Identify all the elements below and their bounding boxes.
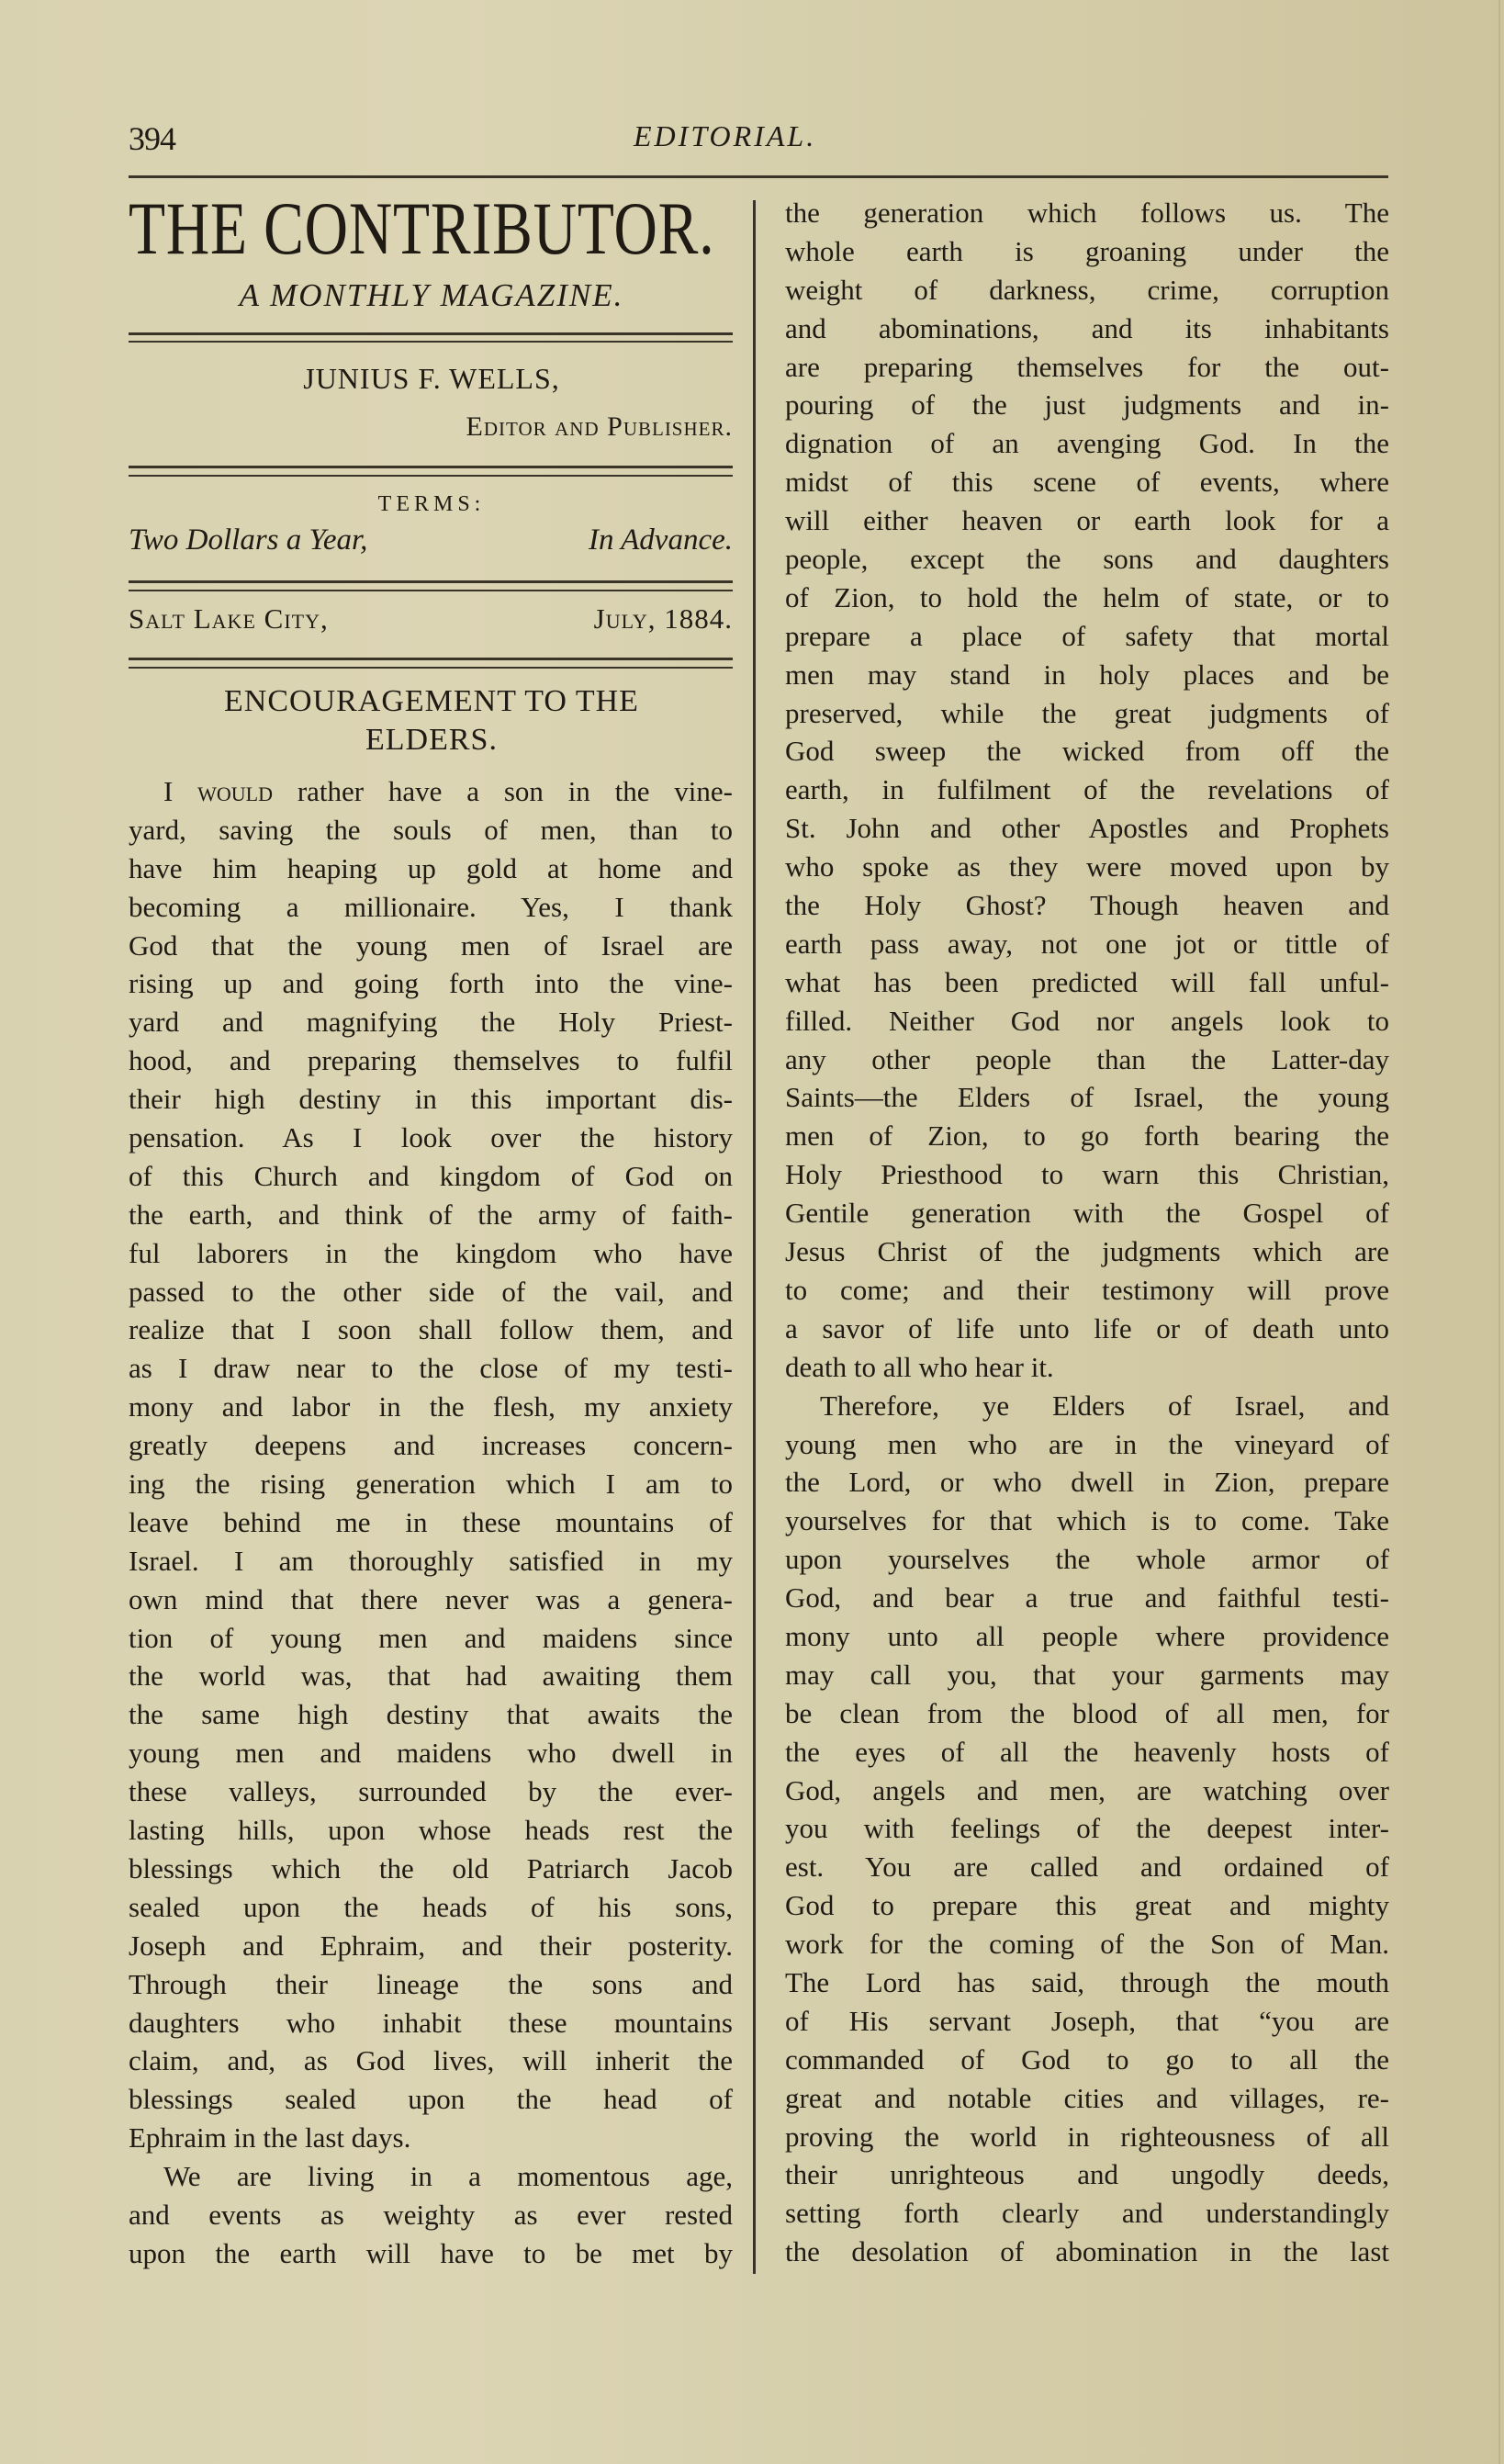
body-line: Jesus Christ of the judgments which are [785, 1235, 1389, 1268]
body-line: blessings which the old Patriarch Jacob [129, 1851, 733, 1885]
article-heading-line1: ENCOURAGEMENT TO THE [224, 684, 639, 718]
body-line: Israel. I am thoroughly satisfied in my [129, 1544, 733, 1577]
body-line: will either heaven or earth look for a [785, 504, 1389, 537]
body-line: death to all who hear it. [785, 1350, 1054, 1383]
body-line: the Lord, or who dwell in Zion, prepare [785, 1466, 1389, 1499]
body-line: daughters who inhabit these mountains [129, 2006, 733, 2039]
masthead-rule [129, 580, 733, 583]
editor-role: Editor and Publisher. [466, 411, 733, 442]
terms-label: TERMS: [377, 492, 486, 516]
body-line: yourselves for that which is to come. Take [785, 1504, 1389, 1537]
body-line: men of Zion, to go forth bearing the [785, 1119, 1389, 1153]
body-line: the world was, that had awaiting them [129, 1660, 733, 1693]
body-line [129, 772, 733, 811]
masthead-rule [129, 667, 733, 669]
column-divider [753, 200, 756, 2274]
body-line: yard, saving the souls of men, than to [129, 813, 733, 846]
body-line: great and notable cities and villages, re- [785, 2081, 1389, 2114]
body-line: yard and magnifying the Holy Priest- [129, 1006, 733, 1039]
body-line: who spoke as they were moved upon by [785, 850, 1389, 883]
masthead-rule [129, 466, 733, 468]
body-line: the eyes of all the heavenly hosts of [785, 1735, 1389, 1768]
body-line: of His servant Joseph, that “you are [785, 2004, 1389, 2037]
article-heading-line2: ELDERS. [365, 723, 498, 757]
body-line: be clean from the blood of all men, for [785, 1696, 1389, 1729]
header-rule [129, 175, 1388, 178]
body-line: God, angels and men, are watching over [785, 1773, 1389, 1806]
page-edge [1498, 0, 1500, 2464]
body-line: ing the rising generation which I am to [129, 1468, 733, 1501]
body-line: proving the world in righteousness of all [785, 2120, 1389, 2153]
body-line: est. You are called and ordained of [785, 1851, 1389, 1884]
body-line: Therefore, ye Elders of Israel, and [820, 1389, 1389, 1422]
body-line: greatly deepens and increases concern- [129, 1429, 733, 1462]
running-head: EDITORIAL. [634, 119, 817, 152]
left-column [129, 772, 733, 2273]
body-line: pouring of the just judgments and in- [785, 388, 1389, 422]
body-line: whole earth is groaning under the [785, 234, 1389, 267]
body-line: young men who are in the vineyard of [785, 1427, 1389, 1460]
body-line: the desolation of abomination in the last [785, 2235, 1389, 2268]
body-line: to come; and their testimony will prove [785, 1273, 1389, 1306]
body-line: blessings sealed upon the head of [129, 2083, 733, 2116]
page-number: 394 [129, 120, 175, 157]
terms-price: Two Dollars a Year, [129, 523, 368, 557]
masthead-rule [129, 332, 733, 335]
body-line: the earth, and think of the army of faith- [129, 1198, 733, 1231]
body-line: a savor of life unto life or of death unto [785, 1311, 1389, 1345]
body-line: upon yourselves the whole armor of [785, 1543, 1389, 1576]
body-line: rising up and going forth into the vine- [129, 967, 733, 1000]
body-line: the same high destiny that awaits the [129, 1698, 733, 1731]
body-line: God to prepare this great and mighty [785, 1889, 1389, 1922]
issue-date: July, 1884. [593, 602, 733, 635]
body-line: The Lord has said, through the mouth [785, 1965, 1389, 1998]
body-line: Joseph and Ephraim, and their posterity. [129, 1929, 733, 1962]
body-line: God, and bear a true and faithful testi- [785, 1581, 1389, 1615]
body-line: prepare a place of safety that mortal [785, 619, 1389, 652]
body-line: claim, and, as God lives, will inherit the [129, 2044, 733, 2077]
body-line: as I draw near to the close of my testi- [129, 1352, 733, 1385]
opening-rest: rather have a son in the vine- [273, 775, 733, 807]
body-line: hood, and preparing themselves to fulfil [129, 1044, 733, 1077]
body-line: and abominations, and its inhabitants [785, 311, 1389, 344]
right-column [785, 194, 1389, 2271]
body-line: pensation. As I look over the history [129, 1121, 733, 1154]
masthead-rule [129, 475, 733, 477]
body-line: work for the coming of the Son of Man. [785, 1928, 1389, 1961]
body-line: of this Church and kingdom of God on [129, 1159, 733, 1192]
body-line: Ephraim in the last days. [129, 2121, 411, 2155]
body-line: of Zion, to hold the helm of state, or to [785, 580, 1389, 613]
body-line: Holy Priesthood to warn this Christian, [785, 1158, 1389, 1191]
body-line: dignation of an avenging God. In the [785, 427, 1389, 460]
body-line: the Holy Ghost? Though heaven and [785, 889, 1389, 922]
body-line: have him heaping up gold at home and [129, 851, 733, 884]
body-line: tion of young men and maidens since [129, 1621, 733, 1654]
body-line: any other people than the Latter-day [785, 1042, 1389, 1075]
body-line: midst of this scene of events, where [785, 466, 1389, 499]
body-line: filled. Neither God nor angels look to [785, 1004, 1389, 1037]
body-line: passed to the other side of the vail, and [129, 1275, 733, 1308]
body-line: Saints—the Elders of Israel, the young [785, 1081, 1389, 1114]
body-line: lasting hills, upon whose heads rest the [129, 1814, 733, 1847]
body-line: and events as weighty as ever rested [129, 2198, 733, 2231]
body-line: upon the earth will have to be met by [129, 2236, 733, 2269]
body-line: mony and labor in the flesh, my anxiety [129, 1390, 733, 1423]
body-line: their unrighteous and ungodly deeds, [785, 2158, 1389, 2191]
body-line: young men and maidens who dwell in [129, 1737, 733, 1770]
body-line: weight of darkness, crime, corruption [785, 273, 1389, 306]
masthead-rule [129, 341, 733, 343]
body-line: St. John and other Apostles and Prophets [785, 812, 1389, 845]
masthead-subtitle: A MONTHLY MAGAZINE. [239, 277, 624, 313]
body-line: you with feelings of the deepest inter- [785, 1812, 1389, 1845]
body-line: own mind that there never was a genera- [129, 1582, 733, 1615]
body-line: these valleys, surrounded by the ever- [129, 1775, 733, 1808]
body-line: their high destiny in this important dis- [129, 1083, 733, 1116]
terms-payment: In Advance. [589, 523, 733, 557]
opening-initial: I [163, 775, 174, 807]
body-line: earth pass away, not one jot or tittle of [785, 927, 1389, 960]
body-line: sealed upon the heads of his sons, [129, 1890, 733, 1923]
body-line: God sweep the wicked from off the [785, 735, 1389, 768]
body-line: ful laborers in the kingdom who have [129, 1236, 733, 1269]
body-line: earth, in fulfilment of the revelations of [785, 773, 1389, 806]
terms-row [129, 523, 733, 557]
masthead-title: THE CONTRIBUTOR. [129, 186, 715, 270]
body-line: the generation which follows us. The [785, 197, 1389, 229]
body-line: becoming a millionaire. Yes, I thank [129, 890, 733, 923]
body-line: are preparing themselves for the out- [785, 350, 1389, 383]
body-line: Gentile generation with the Gospel of [785, 1197, 1389, 1230]
masthead-rule [129, 658, 733, 660]
masthead-rule [129, 590, 733, 591]
body-line: leave behind me in these mountains of [129, 1505, 733, 1538]
body-line: mony unto all people where providence [785, 1619, 1389, 1652]
body-line: commanded of God to go to all the [785, 2042, 1389, 2076]
editor-name: JUNIUS F. WELLS, [303, 362, 560, 395]
opening-smallcaps: would [173, 775, 274, 807]
body-line: may call you, that your garments may [785, 1658, 1389, 1691]
body-line: realize that I soon shall follow them, and [129, 1313, 733, 1346]
body-line: what has been predicted will fall unful- [785, 965, 1389, 998]
place: Salt Lake City, [129, 602, 329, 635]
body-line: setting forth clearly and understandingly [785, 2197, 1389, 2230]
place-date-row [129, 602, 733, 636]
body-line: preserved, while the great judgments of [785, 696, 1389, 729]
body-line: Through their lineage the sons and [129, 1967, 733, 2000]
body-line: We are living in a momentous age, [163, 2160, 733, 2193]
body-line: people, except the sons and daughters [785, 543, 1389, 576]
body-line: God that the young men of Israel are [129, 928, 733, 962]
body-line: men may stand in holy places and be [785, 658, 1389, 691]
